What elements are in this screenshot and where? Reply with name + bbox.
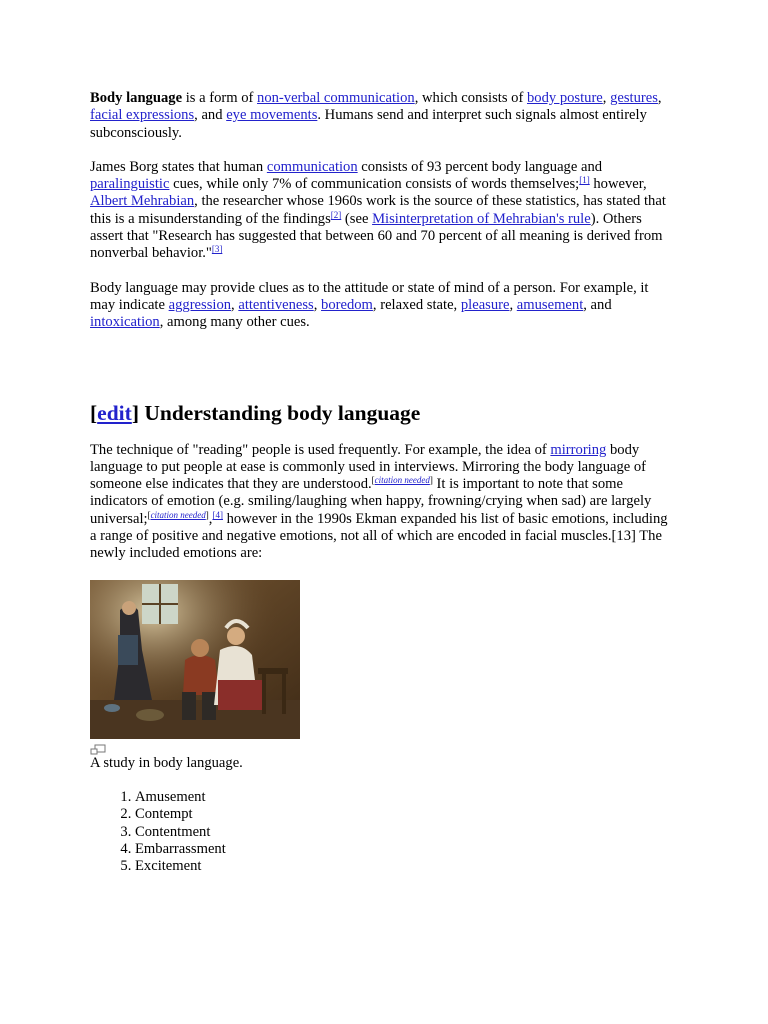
text: , and: [583, 296, 612, 313]
list-item: 4. Embarrassment: [135, 841, 676, 858]
link-communication[interactable]: communication: [266, 158, 358, 175]
footnote-ref-3: [212, 244, 223, 254]
link-attentiveness[interactable]: attentiveness: [238, 296, 314, 313]
text: consists of 93 percent body language and: [357, 158, 603, 175]
link-aggression[interactable]: aggression: [168, 296, 232, 313]
list-item: 3. Contentment: [135, 824, 676, 841]
figure: [90, 580, 300, 772]
text: ,: [509, 296, 517, 313]
edit-bracket-open: [: [90, 400, 98, 425]
link-non-verbal-communication[interactable]: non-verbal communication: [257, 90, 415, 106]
footnote-ref-4: [212, 510, 223, 520]
link-facial-expressions[interactable]: facial expressions: [90, 107, 195, 124]
term-body-language: Body language: [90, 90, 183, 106]
text: body language to put people at ease is commonly used in interviews. Mirroring the body language of someone else indicates that they are understood.: [90, 441, 647, 493]
text: The technique of "reading" people is used frequently. For example, the idea of: [90, 441, 551, 458]
footnote-link-3[interactable]: [3]: [211, 244, 223, 255]
text: It is important to note that some indicators of emotion (e.g. smiling/laughing when happy, frowning/crying when sad) are largely universal;: [90, 476, 652, 527]
edit-section-link[interactable]: edit: [97, 400, 132, 425]
text: [: [147, 509, 151, 520]
link-paralinguistic[interactable]: paralinguistic: [90, 176, 170, 193]
text: , the researcher whose 1960s work is the source of these statistics, has stated that this is a misunderstanding of the findings: [90, 193, 666, 227]
link-gestures[interactable]: gestures: [610, 90, 658, 106]
intro-paragraph-3: [90, 280, 676, 332]
text: ,: [657, 90, 662, 106]
citation-needed-1: [372, 475, 433, 485]
text: ,: [231, 296, 239, 313]
text: . Humans send and interpret such signals almost entirely subconsciously.: [90, 107, 647, 141]
list-item: 2. Contempt: [135, 806, 676, 823]
painting-image[interactable]: [90, 580, 300, 739]
link-albert-mehrabian[interactable]: Albert Mehrabian: [90, 193, 195, 210]
text: ,: [208, 510, 213, 527]
text: cues, while only 7% of communication consists of words themselves;: [169, 176, 580, 193]
text: James Borg states that human: [90, 158, 267, 175]
link-misinterpretation-mehrabian[interactable]: Misinterpretation of Mehrabian's rule: [372, 210, 591, 227]
footnote-ref-2: [331, 210, 342, 220]
link-amusement[interactable]: amusement: [516, 296, 584, 313]
section-title: Understanding body language: [138, 400, 421, 425]
edit-bracket-close: ]: [131, 400, 139, 425]
link-body-posture[interactable]: body posture: [526, 90, 603, 106]
emotions-list: [90, 789, 676, 875]
footnote-link-1[interactable]: [1]: [579, 175, 590, 186]
link-intoxication[interactable]: intoxication: [90, 314, 160, 331]
intro-paragraph-1: [90, 90, 676, 142]
article-body: [90, 90, 676, 875]
citation-needed-2: [148, 510, 209, 520]
link-pleasure[interactable]: pleasure: [460, 296, 510, 313]
link-eye-movements[interactable]: eye movements: [226, 107, 318, 124]
text: ]: [205, 509, 209, 520]
text: however in the 1990s Ekman expanded his list of basic emotions, including a range of positive and negative emotions, not all of which are encoded in facial muscles.[13] The newly included emotions are:: [90, 510, 668, 562]
text: ,: [602, 90, 611, 106]
text: , relaxed state,: [372, 296, 461, 313]
text: , among many other cues.: [159, 314, 310, 331]
footnote-ref-1: [579, 175, 590, 185]
text: ]: [429, 475, 433, 486]
section-heading: [90, 400, 676, 426]
section-paragraph: [90, 442, 676, 563]
text: is a form of: [182, 90, 258, 106]
link-boredom[interactable]: boredom: [321, 296, 373, 313]
citation-needed-link-1[interactable]: citation needed: [374, 475, 430, 486]
link-mirroring[interactable]: mirroring: [550, 441, 607, 458]
text: [: [371, 475, 375, 486]
list-item: 5. Excitement: [135, 858, 676, 875]
citation-needed-link-2[interactable]: citation needed: [150, 509, 206, 520]
text: however,: [589, 176, 647, 193]
text: ). Others assert that "Research has suggested that between 60 and 70 percent of all meaning is derived from nonverbal behavior.": [90, 210, 663, 262]
enlarge-icon[interactable]: [90, 744, 106, 755]
footnote-link-2[interactable]: [2]: [330, 209, 342, 220]
footnote-link-4[interactable]: [4]: [212, 509, 223, 520]
text: Body language may provide clues as to the attitude or state of mind of a person. For example, it may indicate: [90, 279, 649, 313]
text: , which consists of: [414, 90, 527, 106]
list-item: 1. Amusement: [135, 789, 676, 806]
intro-paragraph-2: [90, 159, 676, 263]
text: (see: [341, 210, 373, 227]
text: , and: [194, 107, 227, 124]
figure-caption: A study in body language.: [90, 754, 243, 771]
text: ,: [313, 296, 322, 313]
